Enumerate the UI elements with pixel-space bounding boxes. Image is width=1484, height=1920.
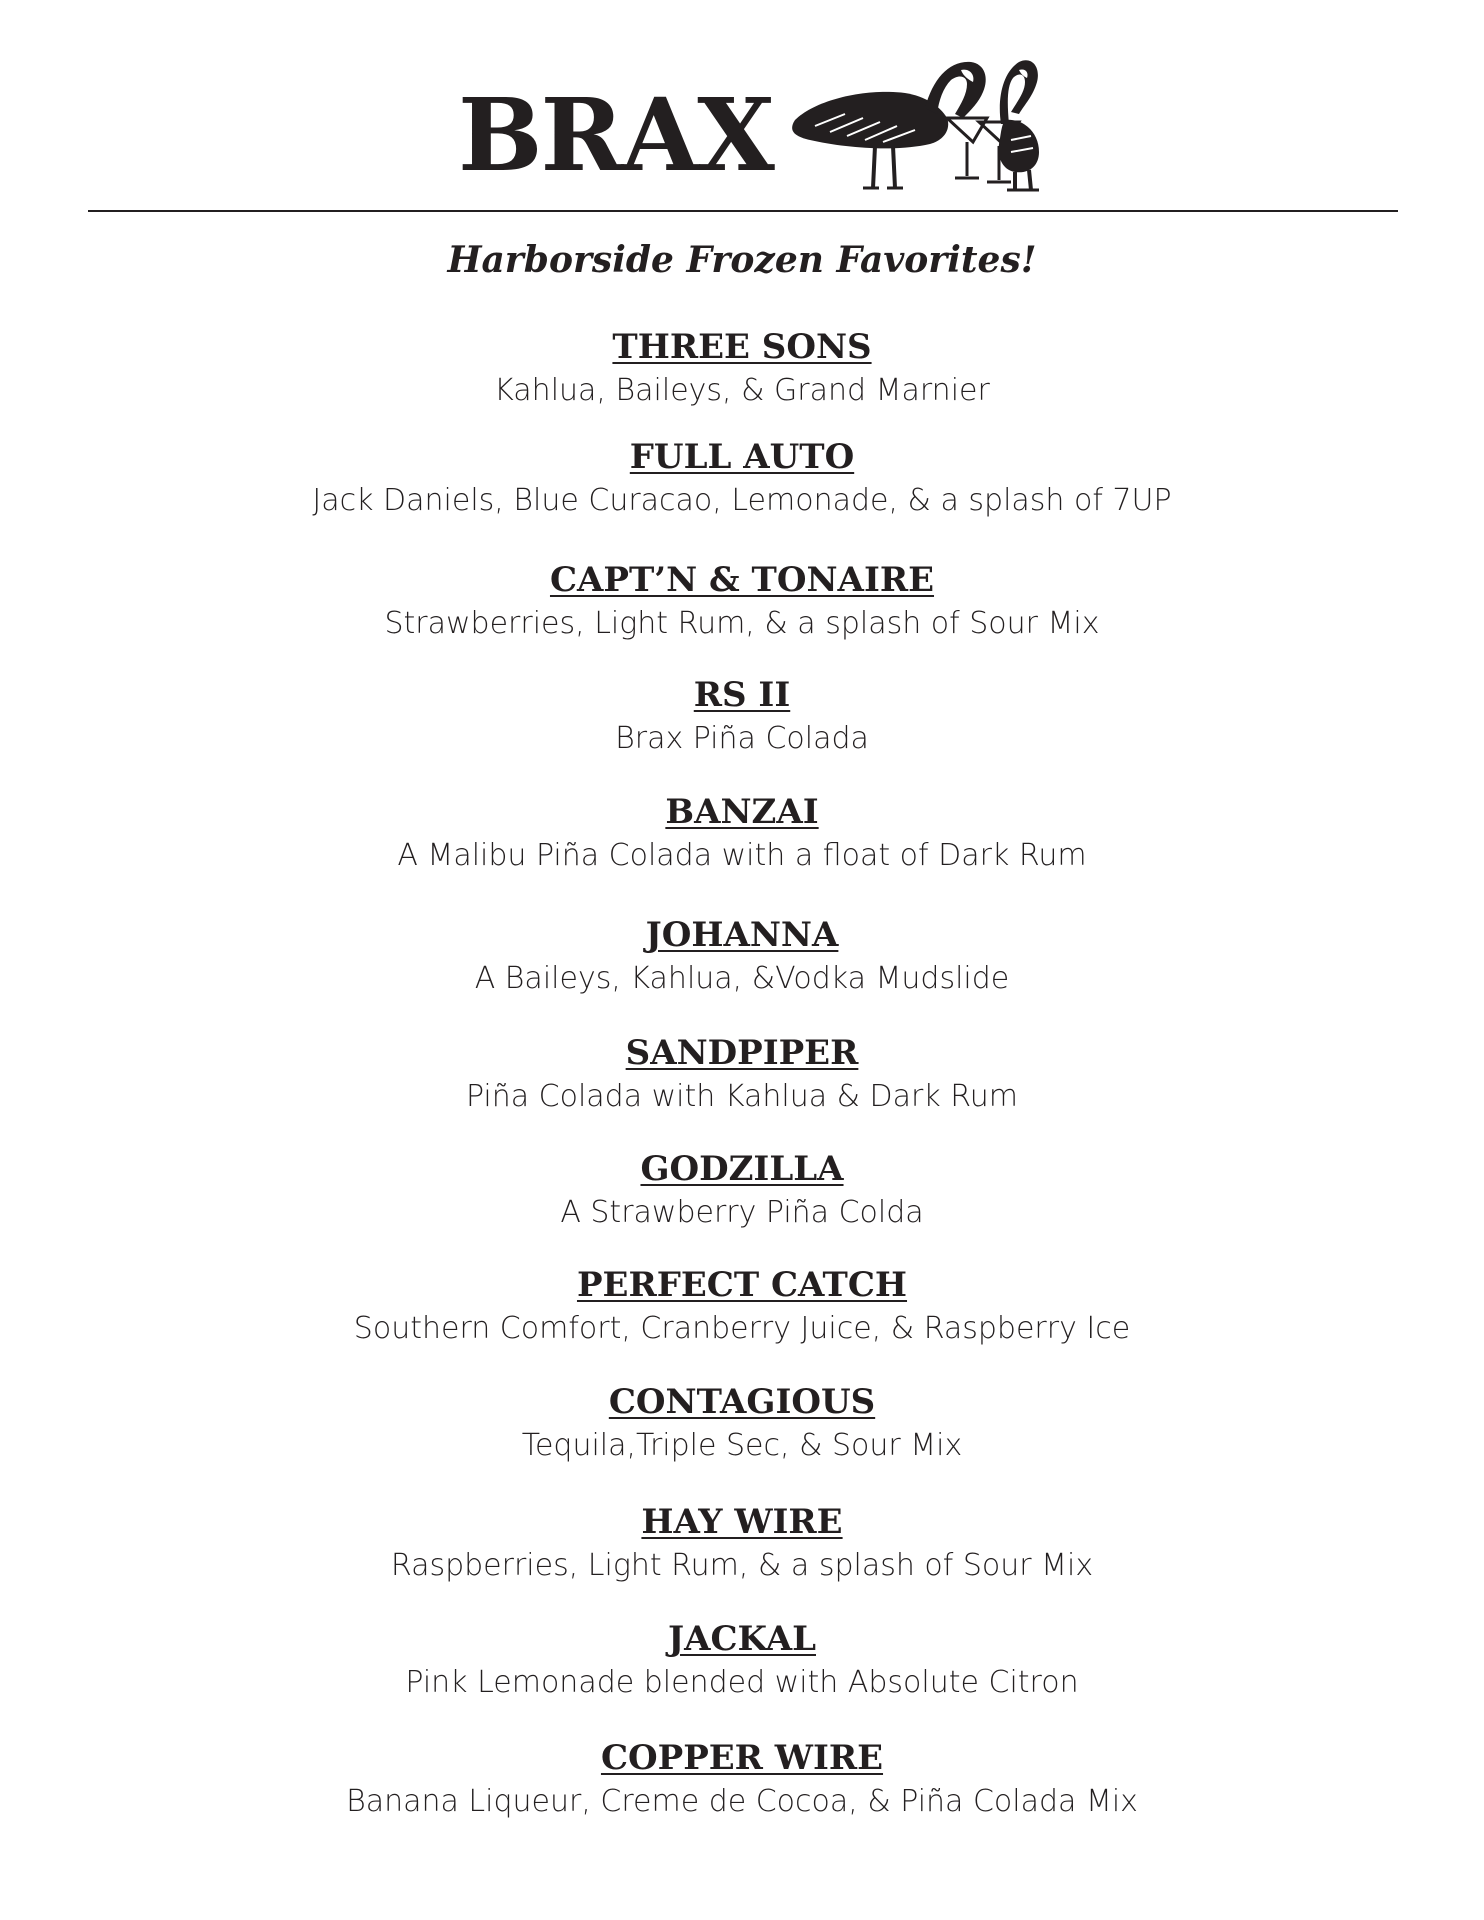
drink-item [0, 1617, 1484, 1705]
drink-item [0, 435, 1484, 523]
drink-description: A Strawberry Piña Colda [560, 1195, 924, 1230]
drink-description: Pink Lemonade blended with Absolute Citron [405, 1665, 1079, 1700]
drink-item [0, 1500, 1484, 1588]
drink-name: THREE SONS [612, 327, 872, 367]
drink-item [0, 1380, 1484, 1468]
drink-name: PERFECT CATCH [576, 1265, 908, 1305]
drink-item [0, 913, 1484, 1001]
drink-name: CAPT’N & TONAIRE [549, 560, 935, 600]
drink-description: A Malibu Piña Colada with a float of Dark Rum [397, 838, 1087, 873]
drink-description: Kahlua, Baileys, & Grand Marnier [494, 373, 990, 408]
drink-description: Raspberries, Light Rum, & a splash of Sour Mix [390, 1548, 1094, 1583]
drink-name: HAY WIRE [641, 1502, 843, 1542]
drink-name: SANDPIPER [625, 1033, 859, 1073]
drink-description: Tequila,Triple Sec, & Sour Mix [521, 1428, 963, 1463]
drink-description: Brax Piña Colada [615, 721, 869, 756]
drink-name: BANZAI [665, 792, 819, 832]
drink-description: Banana Liqueur, Creme de Cocoa, & Piña Colada Mix [346, 1784, 1138, 1819]
drink-description: A Baileys, Kahlua, &Vodka Mudslide [474, 961, 1010, 996]
drink-item [0, 673, 1484, 761]
drink-item [0, 790, 1484, 878]
drink-item [0, 1031, 1484, 1119]
menu-subtitle: Harborside Frozen Favorites! [447, 239, 1037, 281]
drink-name: RS II [693, 675, 791, 715]
drink-description: Jack Daniels, Blue Curacao, Lemonade, & a splash of 7UP [312, 483, 1172, 518]
drink-description: Strawberries, Light Rum, & a splash of Sour Mix [384, 606, 1100, 641]
drink-description: Piña Colada with Kahlua & Dark Rum [465, 1079, 1019, 1114]
drink-item [0, 325, 1484, 413]
drink-name: JACKAL [668, 1619, 816, 1659]
drink-name: GODZILLA [640, 1149, 844, 1189]
brand-name: BRAX [458, 76, 773, 194]
drink-name: COPPER WIRE [600, 1738, 884, 1778]
drink-item [0, 1263, 1484, 1351]
drink-name: FULL AUTO [629, 437, 855, 477]
drink-description: Southern Comfort, Cranberry Juice, & Raspberry Ice [353, 1311, 1131, 1346]
drink-item [0, 558, 1484, 646]
drink-item [0, 1147, 1484, 1235]
drink-name: CONTAGIOUS [608, 1382, 876, 1422]
drink-item [0, 1736, 1484, 1824]
drink-name: JOHANNA [645, 915, 839, 955]
